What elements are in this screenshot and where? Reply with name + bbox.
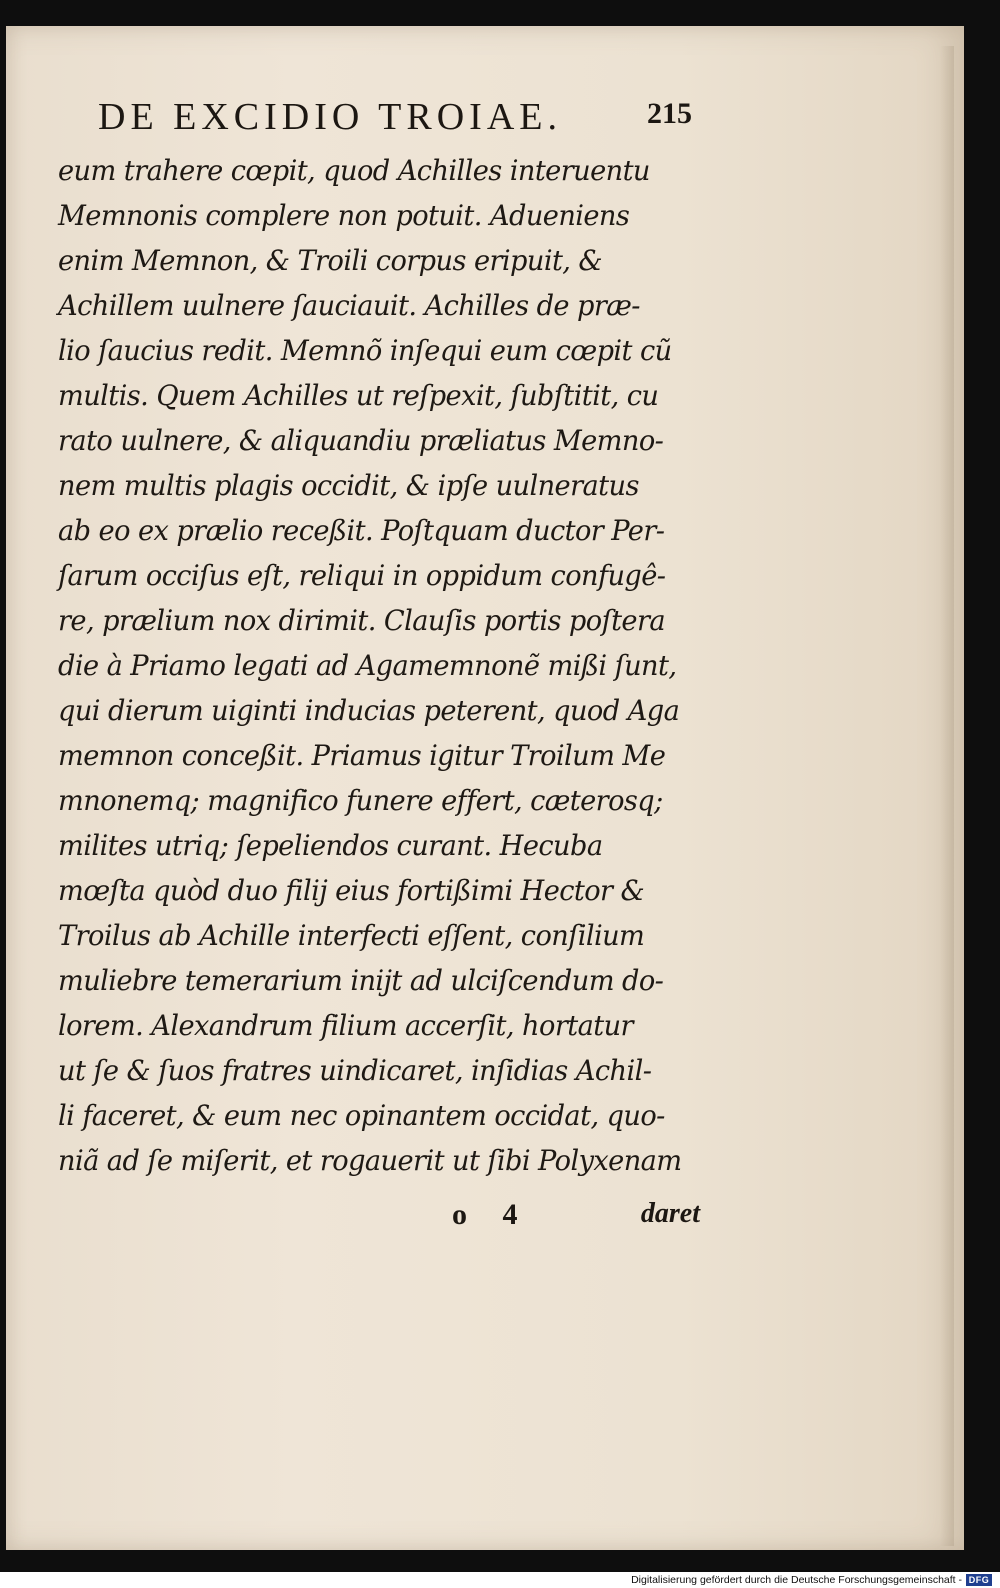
text-line: Troilus ab Achille interfecti eſſent, conſilium	[58, 919, 645, 952]
text-line: memnon conceßit. Priamus igitur Troilum Me	[58, 739, 666, 772]
text-line: ab eo ex prælio receßit. Poſtquam ductor Per-	[58, 514, 665, 547]
text-line: ſarum occiſus eſt, reliqui in oppidum confugê-	[58, 559, 666, 592]
text-line: die à Priamo legati ad Agamemnonẽ mißi ſunt,	[58, 649, 677, 682]
text-line: Memnonis complere non potuit. Adueniens	[58, 199, 630, 232]
text-line: nem multis plagis occidit, & ipſe uulneratus	[58, 469, 639, 502]
running-head	[98, 92, 698, 142]
text-line: mœſta quòd duo filij eius fortißimi Hector &	[58, 874, 645, 907]
text-line: enim Memnon, & Troili corpus eripuit, &	[58, 244, 603, 277]
dfg-logo: DFG	[966, 1574, 992, 1586]
text-line: lio ſaucius redit. Memnõ inſequi eum cœpit cũ	[58, 334, 672, 367]
text-line: Achillem uulnere ſauciauit. Achilles de præ-	[58, 289, 640, 322]
text-line: ut ſe & ſuos fratres uindicaret, inſidias Achil-	[58, 1054, 652, 1087]
body-text	[58, 148, 708, 1183]
page-number: 215	[647, 97, 692, 130]
credit-bar	[0, 1572, 1000, 1588]
text-line: rato uulnere, & aliquandiu præliatus Memno-	[58, 424, 664, 457]
catchword: daret	[640, 1198, 700, 1229]
page-edge-shadow	[940, 46, 954, 1546]
page-footer	[440, 1198, 720, 1238]
running-head-title: DE EXCIDIO TROIAE.	[98, 96, 562, 138]
text-line: muliebre temerarium inijt ad ulciſcendum do-	[58, 964, 664, 997]
text-line: re, prælium nox dirimit. Clauſis portis poſtera	[58, 604, 666, 637]
signature-mark: o 4	[452, 1198, 532, 1231]
text-line: multis. Quem Achilles ut reſpexit, ſubſtitit, cu	[58, 379, 659, 412]
credit-text: Digitalisierung gefördert durch die Deutsche Forschungsgemeinschaft -	[631, 1574, 962, 1586]
text-line: qui dierum uiginti inducias peterent, quod Aga	[58, 694, 680, 727]
text-line: li faceret, & eum nec opinantem occidat, quo-	[58, 1099, 665, 1132]
text-line: eum trahere cœpit, quod Achilles interuentu	[58, 154, 650, 187]
text-line: milites utriq; ſepeliendos curant. Hecuba	[58, 829, 603, 862]
text-line: niã ad ſe miſerit, et rogauerit ut ſibi Polyxenam	[58, 1144, 682, 1177]
text-line: lorem. Alexandrum filium accerſit, hortatur	[58, 1009, 633, 1042]
text-line: mnonemq; magnifico funere effert, cæterosq;	[58, 784, 663, 817]
